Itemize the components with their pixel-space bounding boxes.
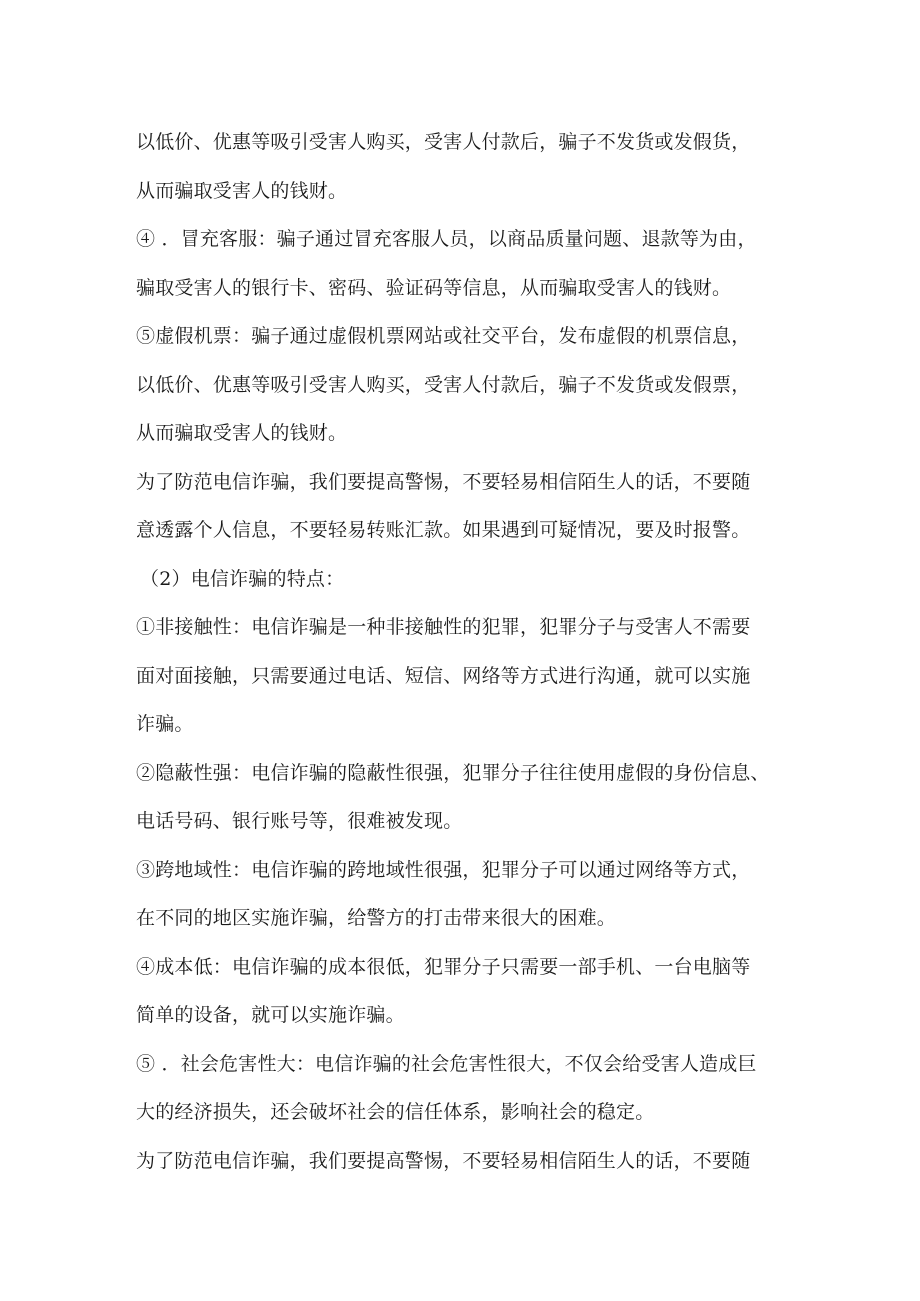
- text-line-2: 从而骗取受害人的钱财。: [136, 179, 348, 202]
- list-item-4-low-cost: ④成本低：电信诈骗的成本很低，犯罪分子只需要一部手机、一台电脑等: [136, 955, 751, 978]
- list-item-1-non-contact: ①非接触性：电信诈骗是一种非接触性的犯罪，犯罪分子与受害人不需要: [136, 616, 751, 638]
- text-line-15: 电话号码、银行账号等，很难被发现。: [136, 810, 463, 832]
- text-line-12: 面对面接触，只需要通过电话、短信、网络等方式进行沟通，就可以实施: [136, 664, 751, 687]
- list-item-5-fake-air-tickets: ⑤虚假机票：骗子通过虚假机票网站或社交平台，发布虚假的机票信息，: [136, 325, 751, 347]
- list-item-4-fake-customer-service: ④ ．冒充客服：骗子通过冒充客服人员，以商品质量问题、退款等为由，: [136, 228, 757, 250]
- document-body: [136, 118, 796, 1185]
- text-line-13: 诈骗。: [136, 713, 194, 735]
- text-line-6: 以低价、优惠等吸引受害人购买，受害人付款后，骗子不发货或发假票，: [136, 373, 751, 396]
- text-line-19: 简单的设备，就可以实施诈骗。: [136, 1004, 405, 1026]
- list-item-5-social-harm: ⑤ ．社会危害性大：电信诈骗的社会危害性很大，不仅会给受害人造成巨: [136, 1052, 757, 1075]
- text-line-4: 骗取受害人的银行卡、密码、验证码等信息，从而骗取受害人的钱财。: [136, 276, 732, 299]
- text-line-21: 大的经济损失，还会破坏社会的信任体系，影响社会的稳定。: [136, 1101, 655, 1123]
- prevention-paragraph-line-1: 为了防范电信诈骗，我们要提高警惕，不要轻易相信陌生人的话，不要随: [136, 470, 751, 493]
- list-item-3-cross-region: ③跨地域性：电信诈骗的跨地域性很强，犯罪分子可以通过网络等方式，: [136, 858, 751, 881]
- closing-paragraph-line-1: 为了防范电信诈骗，我们要提高警惕，不要轻易相信陌生人的话，不要随: [136, 1149, 751, 1172]
- text-line-17: 在不同的地区实施诈骗，给警方的打击带来很大的困难。: [136, 907, 617, 929]
- section-heading-characteristics: （2）电信诈骗的特点：: [140, 567, 345, 590]
- prevention-paragraph-line-2: 意透露个人信息，不要轻易转账汇款。如果遇到可疑情况，要及时报警。: [136, 519, 751, 541]
- list-item-2-concealment: ②隐蔽性强：电信诈骗的隐蔽性很强，犯罪分子往往使用虚假的身份信息、: [136, 761, 770, 784]
- text-line-7: 从而骗取受害人的钱财。: [136, 422, 348, 444]
- text-line-1: 以低价、优惠等吸引受害人购买，受害人付款后，骗子不发货或发假货，: [136, 131, 751, 153]
